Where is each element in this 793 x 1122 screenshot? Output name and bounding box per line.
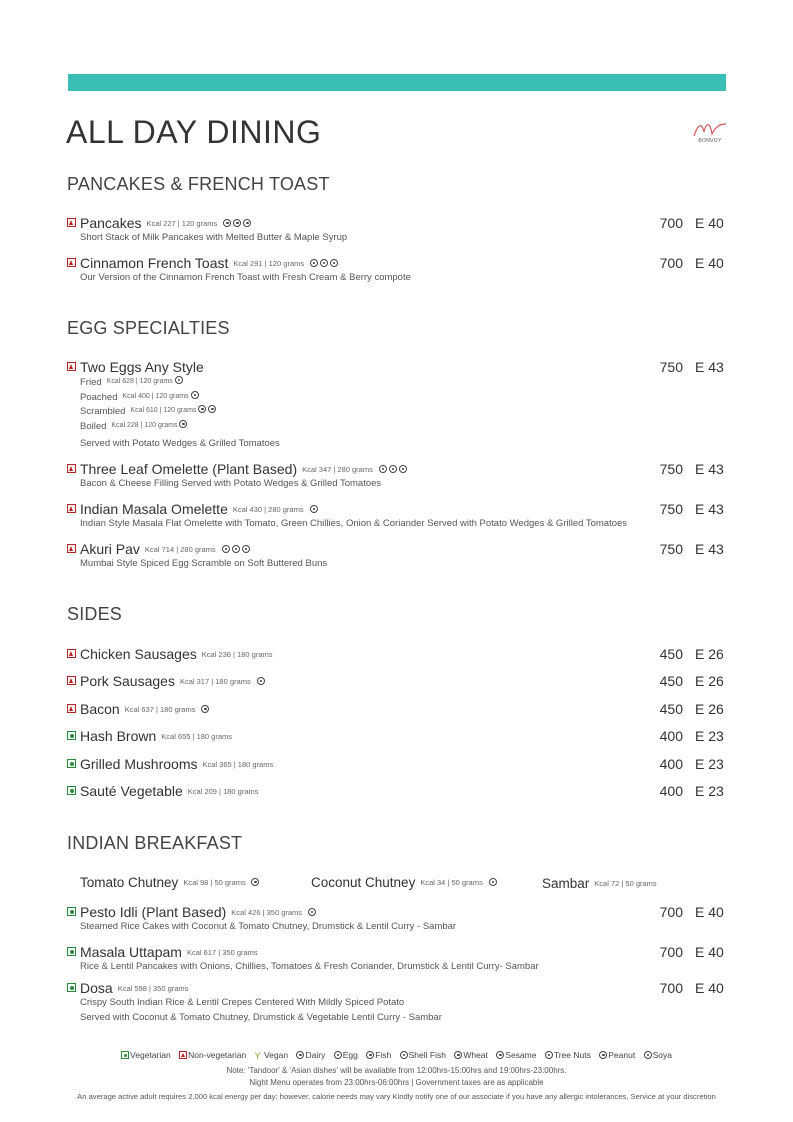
egg-icon (320, 259, 328, 267)
soya-icon (644, 1051, 652, 1059)
legend-soya: Soya (644, 1050, 672, 1060)
veg-icon (121, 1051, 129, 1059)
item-name: Pancakes (80, 215, 142, 231)
dairy-icon (308, 908, 316, 916)
item-name: Hash Brown (80, 728, 157, 744)
item-price: 750 (659, 541, 683, 557)
non-veg-icon (67, 218, 76, 227)
legend-shell-fish: Shell Fish (400, 1050, 446, 1060)
item-name: Two Eggs Any Style (80, 359, 204, 375)
item-description: Indian Style Masala Flat Omelette with Tomato, Green Chillies, Onion & Coriander Served with Potato Wedges & Grilled Tomatoes (80, 518, 628, 529)
note-calorie-disclaimer: An average active adult requires 2,000 kcal energy per day; however, calorie needs may vary Kindly notify one of our associate if you have any allergic intolerances, Service at your discretion (77, 1092, 716, 1101)
egg-style-fried (80, 376, 183, 388)
veg-icon (67, 907, 76, 916)
egg-icon (379, 465, 387, 473)
item-eprice: E 26 (695, 673, 724, 689)
veg-icon (67, 947, 76, 956)
item-price: 700 (659, 980, 683, 996)
dairy-icon (296, 1051, 304, 1059)
non-veg-icon (67, 362, 76, 371)
egg-icon (310, 505, 318, 513)
egg-icon (198, 405, 206, 413)
item-description: Short Stack of Milk Pancakes with Melted Butter & Maple Syrup (80, 232, 348, 243)
accompaniment-kcal: Kcal 72 | 50 grams (594, 879, 657, 888)
non-veg-icon (179, 1051, 187, 1059)
soya-icon (257, 677, 265, 685)
item-name: Pork Sausages (80, 673, 175, 689)
item-kcal: Kcal 236 | 180 grams (201, 650, 273, 659)
non-veg-icon (67, 649, 76, 658)
veg-icon (67, 983, 76, 992)
style-kcal: Kcal 610 | 120 grams (130, 407, 197, 414)
item-eprice: E 43 (695, 461, 724, 477)
egg-icon (175, 376, 183, 384)
item-kcal: Kcal 347 | 280 grams (302, 465, 373, 474)
section-title-pancakes: PANCAKES & FRENCH TOAST (67, 174, 330, 194)
item-eprice: E 23 (695, 756, 724, 772)
accompaniment-name: Sambar (542, 876, 590, 891)
style-kcal: Kcal 228 | 120 grams (111, 422, 178, 429)
item-kcal: Kcal 365 | 180 grams (202, 760, 274, 769)
legend-non-vegetarian: Non-vegetarian (179, 1050, 246, 1060)
item-price: 450 (659, 701, 683, 717)
wheat-icon (310, 259, 318, 267)
tree-nuts-icon (545, 1051, 553, 1059)
item-kcal: Kcal 430 | 280 grams (232, 505, 304, 514)
item-price: 750 (659, 461, 683, 477)
egg-icon (232, 545, 240, 553)
item-name: Indian Masala Omelette (80, 501, 228, 517)
accompaniment-name: Coconut Chutney (311, 875, 416, 890)
item-price: 750 (659, 501, 683, 517)
item-description: Rice & Lentil Pancakes with Onions, Chillies, Tomatoes & Fresh Coriander, Drumstick & Lentil Curry- Sambar (80, 961, 539, 972)
item-price: 400 (659, 728, 683, 744)
accompaniment-tomato-chutney (80, 875, 259, 890)
item-eprice: E 43 (695, 359, 724, 375)
legend-dairy: Dairy (296, 1050, 325, 1060)
item-kcal: Kcal 291 | 120 grams (233, 259, 305, 268)
vegan-icon: Y (254, 1051, 261, 1061)
non-veg-icon (67, 504, 76, 513)
dairy-icon (251, 878, 259, 886)
egg-icon (179, 420, 187, 428)
shell-fish-icon (400, 1051, 408, 1059)
item-eprice: E 40 (695, 215, 724, 231)
legend-vegan: Y Vegan (254, 1050, 289, 1061)
dairy-icon (243, 219, 251, 227)
item-description-2: Served with Coconut & Tomato Chutney, Drumstick & Vegetable Lentil Curry - Sambar (80, 1012, 442, 1023)
legend-wheat: Wheat (454, 1050, 488, 1060)
item-price: 400 (659, 783, 683, 799)
note-availability: Note: 'Tandoor' & 'Asian dishes' will be available from 12:00hrs-15:00hrs and 19:00hrs-23:00hrs. (226, 1066, 567, 1075)
item-eprice: E 43 (695, 541, 724, 557)
item-kcal: Kcal 426 | 350 grams (231, 908, 303, 917)
item-name: Akuri Pav (80, 541, 140, 557)
veg-icon (67, 731, 76, 740)
sesame-icon (496, 1051, 504, 1059)
legend-sesame: Sesame (496, 1050, 536, 1060)
section-title-indian: INDIAN BREAKFAST (67, 833, 243, 853)
non-veg-icon (67, 704, 76, 713)
item-name: Cinnamon French Toast (80, 255, 229, 271)
item-eprice: E 26 (695, 701, 724, 717)
style-kcal: Kcal 628 | 120 grams (106, 378, 173, 385)
legend-egg: Egg (334, 1050, 358, 1060)
item-eprice: E 40 (695, 255, 724, 271)
dairy-icon (330, 259, 338, 267)
egg-icon (334, 1051, 342, 1059)
peanut-icon (599, 1051, 607, 1059)
item-price: 450 (659, 673, 683, 689)
item-description: Steamed Rice Cakes with Coconut & Tomato Chutney, Drumstick & Lentil Curry - Sambar (80, 921, 457, 932)
legend-fish: Fish (366, 1050, 391, 1060)
soya-icon (201, 705, 209, 713)
item-price: 700 (659, 215, 683, 231)
item-eprice: E 23 (695, 728, 724, 744)
item-price: 700 (659, 944, 683, 960)
section-title-eggs: EGG SPECIALTIES (67, 318, 230, 338)
egg-icon (191, 391, 199, 399)
egg-style-boiled (80, 420, 187, 432)
item-name: Dosa (80, 980, 113, 996)
veg-icon (67, 786, 76, 795)
wheat-icon (222, 545, 230, 553)
allergen-legend (0, 1050, 793, 1061)
legend-peanut: Peanut (599, 1050, 635, 1060)
logo-mark-icon (690, 118, 730, 140)
egg-style-poached (80, 391, 199, 403)
accompaniment-name: Tomato Chutney (80, 875, 179, 890)
dairy-icon (242, 545, 250, 553)
item-kcal: Kcal 598 | 350 grams (117, 984, 189, 993)
note-night-menu: Night Menu operates from 23:00hrs-06:00hrs | Government taxes are as applicable (249, 1078, 544, 1087)
item-price: 450 (659, 646, 683, 662)
dairy-icon (208, 405, 216, 413)
style-name: Scrambled (80, 406, 126, 417)
item-eprice: E 23 (695, 783, 724, 799)
item-kcal: Kcal 317 | 180 grams (179, 677, 251, 686)
item-eprice: E 40 (695, 904, 724, 920)
tree-nuts-icon (489, 878, 497, 886)
wheat-icon (454, 1051, 462, 1059)
item-eprice: E 43 (695, 501, 724, 517)
item-price: 750 (659, 359, 683, 375)
accompaniment-kcal: Kcal 34 | 50 grams (420, 878, 483, 887)
accompaniment-kcal: Kcal 98 | 50 grams (183, 878, 246, 887)
accompaniment-coconut-chutney (311, 875, 497, 890)
item-kcal: Kcal 227 | 120 grams (146, 219, 218, 228)
style-name: Boiled (80, 421, 107, 432)
item-kcal: Kcal 209 | 180 grams (187, 787, 259, 796)
logo-text: BONVOY (698, 138, 722, 144)
item-name: Sauté Vegetable (80, 783, 183, 799)
item-price: 700 (659, 904, 683, 920)
item-kcal: Kcal 637 | 180 grams (124, 705, 196, 714)
item-kcal: Kcal 617 | 350 grams (186, 948, 258, 957)
header-accent-bar (68, 74, 726, 91)
item-eprice: E 26 (695, 646, 724, 662)
item-name: Masala Uttapam (80, 944, 182, 960)
dairy-icon (389, 465, 397, 473)
item-description: Our Version of the Cinnamon French Toast with Fresh Cream & Berry compote (80, 272, 411, 283)
item-kcal: Kcal 655 | 180 grams (161, 732, 233, 741)
item-description: Mumbai Style Spiced Egg Scramble on Soft Buttered Buns (80, 558, 328, 569)
veg-icon (67, 759, 76, 768)
bonvoy-logo (690, 118, 730, 150)
item-name: Chicken Sausages (80, 646, 197, 662)
legend-vegetarian: Vegetarian (121, 1050, 171, 1060)
page-title: ALL DAY DINING (66, 114, 322, 150)
item-eprice: E 40 (695, 944, 724, 960)
non-veg-icon (67, 464, 76, 473)
item-kcal: Kcal 714 | 280 grams (144, 545, 216, 554)
section-title-sides: SIDES (67, 604, 123, 624)
accompaniment-sambar (542, 876, 657, 891)
item-description: Bacon & Cheese Filling Served with Potato Wedges & Grilled Tomatoes (80, 478, 382, 489)
item-name: Bacon (80, 701, 120, 717)
legend-tree-nuts: Tree Nuts (545, 1050, 591, 1060)
non-veg-icon (67, 258, 76, 267)
item-name: Pesto Idli (Plant Based) (80, 904, 227, 920)
style-name: Poached (80, 392, 118, 403)
item-description: Crispy South Indian Rice & Lentil Crepes Centered With Mildly Spiced Potato (80, 997, 405, 1008)
item-price: 700 (659, 255, 683, 271)
soya-icon (399, 465, 407, 473)
item-name: Grilled Mushrooms (80, 756, 198, 772)
wheat-icon (223, 219, 231, 227)
item-price: 400 (659, 756, 683, 772)
item-eprice: E 40 (695, 980, 724, 996)
item-description: Served with Potato Wedges & Grilled Tomatoes (80, 438, 280, 449)
fish-icon (366, 1051, 374, 1059)
style-name: Fried (80, 377, 102, 388)
non-veg-icon (67, 676, 76, 685)
egg-icon (233, 219, 241, 227)
egg-style-scrambled (80, 405, 216, 417)
style-kcal: Kcal 400 | 120 grams (122, 393, 189, 400)
item-name: Three Leaf Omelette (Plant Based) (80, 461, 298, 477)
non-veg-icon (67, 544, 76, 553)
